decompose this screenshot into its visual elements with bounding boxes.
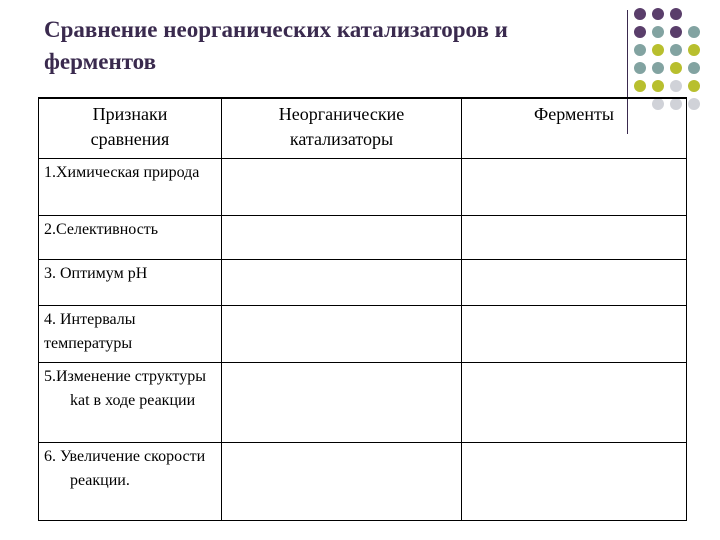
decorative-dot — [652, 8, 664, 20]
decorative-dot — [670, 8, 682, 20]
decorative-dot — [670, 80, 682, 92]
decorative-dot — [688, 98, 700, 110]
enzymes-cell[interactable] — [462, 305, 687, 362]
decorative-dot — [688, 26, 700, 38]
criterion-label: 6. Увеличение скорости реакции. — [44, 447, 206, 489]
criterion-label: 3. Оптимум рН — [44, 264, 148, 282]
table-header-row — [39, 98, 687, 158]
enzymes-cell[interactable] — [462, 215, 687, 259]
decorative-dot — [634, 80, 646, 92]
enzymes-cell[interactable] — [462, 362, 687, 442]
decorative-dot — [634, 44, 646, 56]
decorative-dot — [634, 62, 646, 74]
criterion-cell — [39, 442, 222, 520]
criterion-label: 4. Интервалы температуры — [44, 310, 136, 352]
criterion-cell — [39, 305, 222, 362]
inorganic-cell[interactable] — [222, 362, 462, 442]
inorganic-cell[interactable] — [222, 259, 462, 305]
table-row — [39, 158, 687, 215]
table-row — [39, 259, 687, 305]
decorative-dot — [670, 62, 682, 74]
inorganic-cell[interactable] — [222, 215, 462, 259]
enzymes-cell[interactable] — [462, 259, 687, 305]
inorganic-cell[interactable] — [222, 158, 462, 215]
table-row — [39, 362, 687, 442]
inorganic-cell[interactable] — [222, 442, 462, 520]
table-row — [39, 305, 687, 362]
criterion-label: 2.Селективность — [44, 220, 159, 238]
criterion-cell — [39, 215, 222, 259]
criterion-label: 1.Химическая природа — [44, 163, 200, 181]
decorative-dot — [652, 44, 664, 56]
criterion-label: 5.Изменение структуры kat в ходе реакции — [44, 367, 206, 409]
decorative-dot — [670, 44, 682, 56]
decorative-dot — [652, 62, 664, 74]
enzymes-cell[interactable] — [462, 442, 687, 520]
header-enzymes-label: Ферменты — [534, 104, 614, 124]
decorative-dot — [688, 80, 700, 92]
decorative-dot — [688, 62, 700, 74]
enzymes-cell[interactable] — [462, 158, 687, 215]
header-criteria — [39, 98, 222, 158]
criterion-cell — [39, 158, 222, 215]
table-row — [39, 215, 687, 259]
decorative-dot — [670, 26, 682, 38]
header-enzymes — [462, 98, 687, 158]
decorative-dot — [634, 8, 646, 20]
decorative-dot — [688, 44, 700, 56]
header-inorganic-label: Неорганические катализаторы — [278, 104, 405, 149]
table-row — [39, 442, 687, 520]
header-inorganic — [222, 98, 462, 158]
decorative-dot — [652, 26, 664, 38]
decorative-dot — [634, 26, 646, 38]
header-criteria-label: Признаки сравнения — [90, 104, 170, 149]
comparison-table — [38, 97, 687, 521]
decorative-dot — [652, 80, 664, 92]
criterion-cell — [39, 259, 222, 305]
criterion-cell — [39, 362, 222, 442]
slide-title: Сравнение неорганических катализаторов и ферментов — [44, 17, 508, 74]
inorganic-cell[interactable] — [222, 305, 462, 362]
